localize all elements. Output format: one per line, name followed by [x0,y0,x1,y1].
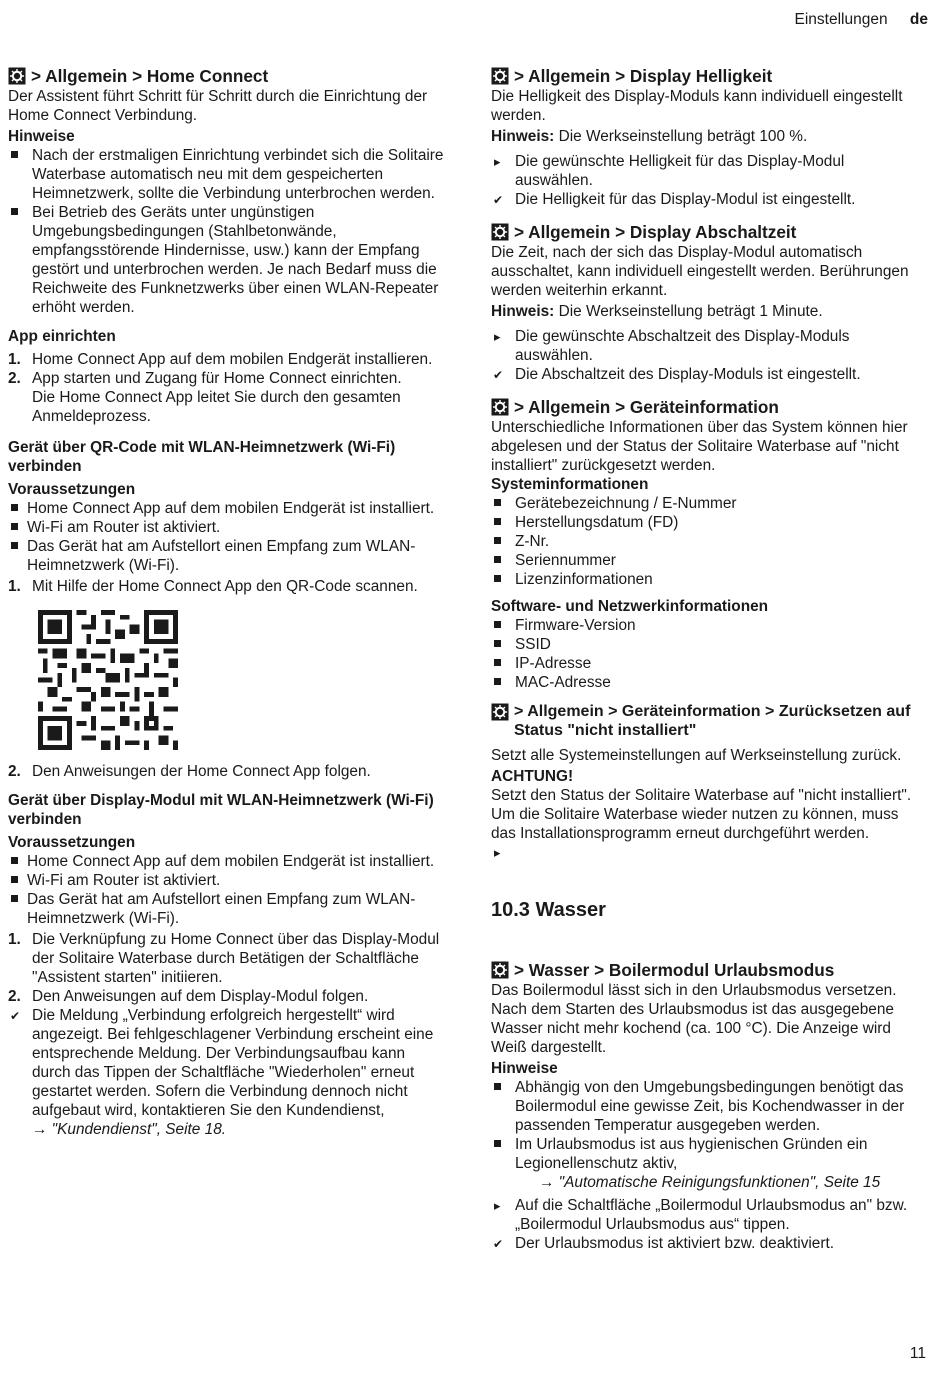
check-icon [491,1234,515,1254]
brightness-intro: Die Helligkeit des Display-Moduls kann individuell eingestellt werden. [491,88,903,124]
action-item [491,843,923,862]
qr-steps [8,577,446,596]
settings-menu-icon [8,67,26,85]
settings-menu-icon [491,398,509,416]
heading-display-timeout: > Allgemein > Display Abschaltzeit [491,222,923,243]
network-info-list [491,616,923,692]
list-item: Herstellungsdatum (FD) [491,513,923,532]
vacation-intro: Das Boilermodul lässt sich in den Urlaubsmodus versetzen. Nach dem Starten des Urlaubsmodus ist das ausgegebene Wasser nicht mehr kochend (ca. 100 °C). Die Anzeige wird Weiß dargestellt. [491,982,897,1056]
check-icon [8,1006,32,1139]
list-item: Home Connect App auf dem mobilen Endgerät ist installiert. [8,499,446,518]
home-connect-intro: Der Assistent führt Schritt für Schritt durch die Einrichtung der Home Connect Verbindung. [8,88,428,124]
result-item: ✔ Die Abschaltzeit des Display-Moduls ist eingestellt. [491,365,923,385]
list-item: Nach der erstmaligen Einrichtung verbindet sich die Solitaire Waterbase automatisch neu mit dem gespeicherten Heimnetzwerk, sollte die Verbindung unterbrochen werden. [8,146,446,203]
app-setup-steps [8,350,446,426]
list-item: Bei Betrieb des Geräts unter ungünstigen Umgebungsbedingungen (Stahlbetonwände, empfangsstörende Hindernisse, usw.) kann der Empfang gestört und unterbrochen werden. Je nach Bedarf muss die Reichweite des Funknetzwerks über einen WLAN-Repeater erhöht werden. [8,203,446,317]
result-item: ✔ Die Meldung „Verbindung erfolgreich hergestellt“ wird angezeigt. Bei fehlgeschlagener Verbindung erscheint eine entsprechende Meldung. Der Verbindungsaufbau kann durch das Tippen der Schaltfläche "Wiederholen" erneut gestartet werden. Sofern die Verbindung dennoch nicht aufgebaut wird, kontaktieren Sie den Kundendienst, → "Kundendienst", Seite 18. [8,1006,446,1139]
chapter-title: 10.3 Wasser [491,899,606,921]
page-number: 11 [909,1345,926,1362]
notes-list [8,146,446,317]
reset-intro: Setzt alle Systemeinstellungen auf Werkseinstellung zurück. [491,747,902,764]
device-info-intro: Unterschiedliche Informationen über das System können hier abgelesen und der Status der Solitaire Waterbase auf "nicht installiert" zurückgesetzt werden. [491,419,908,474]
qr-steps-continued [8,762,446,781]
action-item: ▸ Die gewünschte Helligkeit für das Display-Modul auswählen. [491,152,923,190]
list-item: Lizenzinformationen [491,570,923,589]
list-item: Das Gerät hat am Aufstellort einen Empfang zum WLAN-Heimnetzwerk (Wi-Fi). [8,890,446,928]
header-language: de [909,11,928,28]
check-icon [491,190,515,210]
brightness-hint: Hinweis: Die Werkseinstellung beträgt 100 %. [491,128,808,145]
system-info-title: Systeminformationen [491,476,649,493]
list-item: Abhängig von den Umgebungsbedingungen benötigt das Boilermodul eine gewisse Zeit, bis Kochendwasser in der passenden Temperatur ausgegeben werden. [491,1078,923,1135]
arrow-icon [491,1196,515,1234]
list-item: Seriennummer [491,551,923,570]
list-item: Firmware-Version [491,616,923,635]
settings-menu-icon [491,223,509,241]
header-section: Einstellungen [794,11,888,28]
result-item: ✔ Der Urlaubsmodus ist aktiviert bzw. deaktiviert. [491,1234,923,1254]
action-item: ▸ Die gewünschte Abschaltzeit des Display-Moduls auswählen. [491,327,923,365]
arrow-icon [491,844,501,861]
notes-title: Hinweise [8,128,75,145]
heading-home-connect: > Allgemein > Home Connect [8,66,446,87]
list-item: Z-Nr. [491,532,923,551]
settings-menu-icon [491,703,509,721]
step-item: 1. Home Connect App auf dem mobilen Endgerät installieren. [8,351,433,368]
system-info-list [491,494,923,589]
step-item: 2. Den Anweisungen auf dem Display-Modul folgen. [8,988,369,1005]
requirements-list [8,499,446,575]
right-column [491,66,923,1254]
list-item: Wi-Fi am Router ist aktiviert. [8,871,446,890]
list-item: MAC-Adresse [491,673,923,692]
brightness-actions [491,152,923,210]
list-item: Home Connect App auf dem mobilen Endgerät ist installiert. [8,852,446,871]
qr-code [38,610,178,750]
settings-menu-icon [491,67,509,85]
requirements-list [8,852,446,928]
timeout-hint: Hinweis: Die Werkseinstellung beträgt 1 Minute. [491,303,823,320]
arrow-icon [491,152,515,190]
display-connect-title: Gerät über Display-Modul mit WLAN-Heimnetzwerk (Wi-Fi) verbinden [8,792,434,828]
left-column [8,66,446,1139]
vacation-notes [491,1078,923,1192]
action-item: ▸ Auf die Schaltfläche „Boilermodul Urlaubsmodus an" bzw. „Boilermodul Urlaubsmodus aus“ tippen. [491,1196,923,1234]
step-item: 1. Mit Hilfe der Home Connect App den QR-Code scannen. [8,578,418,595]
heading-reset: > Allgemein > Geräteinformation > Zurücksetzen auf Status "nicht installiert" [491,702,923,740]
cross-reference: → "Automatische Reinigungsfunktionen", Seite 15 [539,1174,881,1191]
page-header [795,10,928,29]
settings-menu-icon [491,961,509,979]
step-item: 1. Die Verknüpfung zu Home Connect über das Display-Modul der Solitaire Waterbase durch Betätigen der Schaltfläche "Assistent starten" initiieren. [8,931,440,986]
list-item: Das Gerät hat am Aufstellort einen Empfang zum WLAN-Heimnetzwerk (Wi-Fi). [8,537,446,575]
notes-title: Hinweise [491,1060,558,1077]
timeout-intro: Die Zeit, nach der sich das Display-Modul automatisch ausschaltet, kann individuell eingestellt werden. Berührungen werden weiterhin erkannt. [491,244,909,299]
heading-vacation-mode: > Wasser > Boilermodul Urlaubsmodus [491,960,923,981]
arrow-icon [491,327,515,365]
warning-text: Setzt den Status der Solitaire Waterbase auf "nicht installiert". Um die Solitaire Waterbase wieder nutzen zu können, muss das Installationsprogramm erneut durchgeführt werden. [491,787,912,842]
requirements-title: Voraussetzungen [8,481,136,498]
heading-display-brightness: > Allgemein > Display Helligkeit [491,66,923,87]
app-setup-title: App einrichten [8,328,116,345]
list-item: IP-Adresse [491,654,923,673]
step-item: 2. Den Anweisungen der Home Connect App folgen. [8,763,371,780]
warning-title: ACHTUNG! [491,768,574,785]
list-item: Wi-Fi am Router ist aktiviert. [8,518,446,537]
step-item: 2. App starten und Zugang für Home Connect einrichten. Die Home Connect App leitet Sie durch den gesamten Anmeldeprozess. [8,370,402,425]
timeout-actions [491,327,923,385]
display-steps [8,930,446,1139]
list-item: Gerätebezeichnung / E-Nummer [491,494,923,513]
requirements-title: Voraussetzungen [8,834,136,851]
qr-connect-title: Gerät über QR-Code mit WLAN-Heimnetzwerk (Wi-Fi) verbinden [8,439,396,475]
step-result: Die Home Connect App leitet Sie durch den gesamten Anmeldeprozess. [32,389,401,425]
list-item: SSID [491,635,923,654]
network-info-title: Software- und Netzwerkinformationen [491,598,769,615]
vacation-actions [491,1196,923,1254]
result-item: ✔ Die Helligkeit für das Display-Modul ist eingestellt. [491,190,923,210]
heading-device-info: > Allgemein > Geräteinformation [491,397,923,418]
check-icon [491,365,515,385]
list-item: Im Urlaubsmodus ist aus hygienischen Gründen ein Legionellenschutz aktiv, → "Automatische Reinigungsfunktionen", Seite 15 [491,1135,923,1192]
cross-reference: → "Kundendienst", Seite 18. [32,1121,227,1138]
